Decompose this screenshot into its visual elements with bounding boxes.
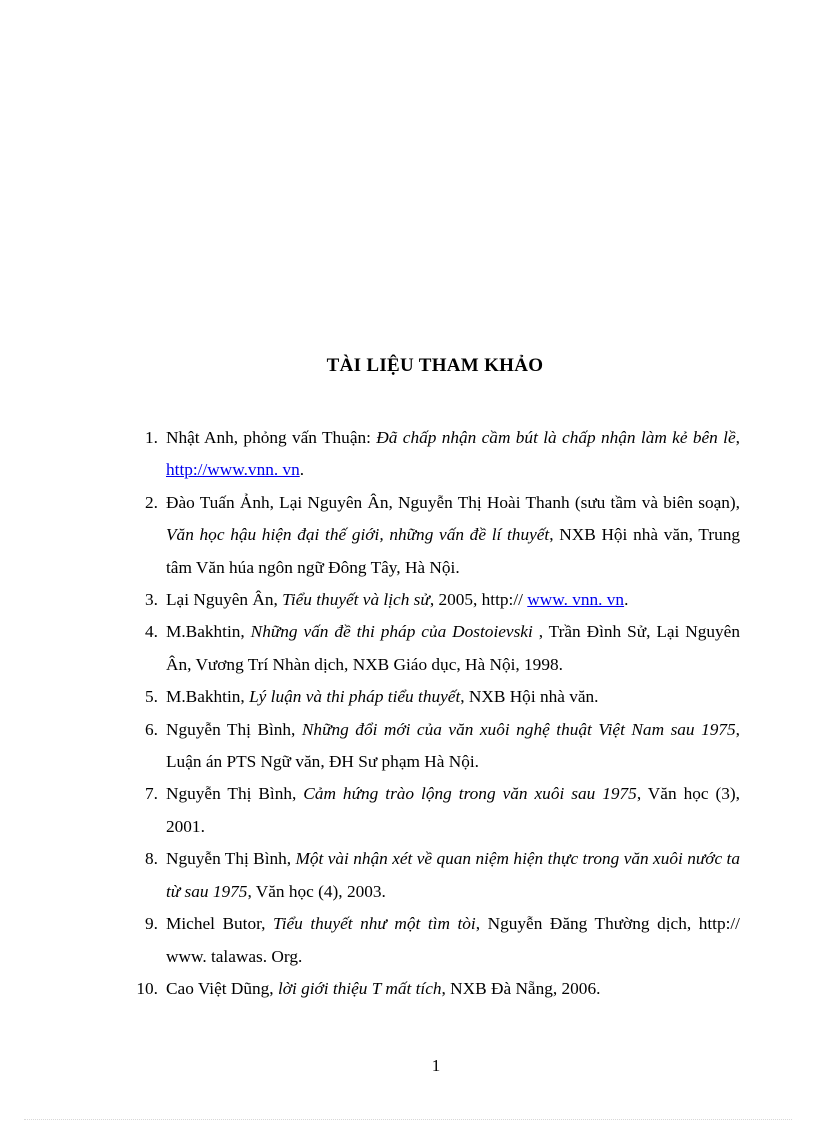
reference-work-title: Tiểu thuyết và lịch sử [282, 590, 430, 610]
reference-text: , NXB Hội nhà văn. [460, 687, 599, 707]
page-title: TÀI LIỆU THAM KHẢO [326, 355, 544, 376]
reference-work-title: Văn học hậu hiện đại thế giới, những vấn đề lí thuyết [166, 525, 550, 545]
reference-authors: Nguyễn Thị Bình, [166, 719, 302, 739]
page-bottom-rule [24, 1119, 792, 1120]
reference-item-6 [130, 714, 740, 779]
reference-item-9 [130, 908, 740, 973]
reference-work-title: Lý luận và thi pháp tiểu thuyết [249, 687, 461, 707]
reference-item-7 [130, 778, 740, 843]
reference-number: 2. [145, 492, 158, 512]
reference-authors: Cao Việt Dũng, [166, 978, 278, 998]
reference-text: . [624, 590, 629, 610]
reference-text: , Trần Đình Sử, Lại Nguyên Ân, Vương Trí Nhàn dịch, NXB Giáo dục, Hà Nội, 1998. [166, 622, 740, 674]
reference-text: , NXB Đà Nẵng, 2006. [441, 978, 601, 998]
reference-text: , Nguyễn Đăng Thường dịch, http:// www. talawas. Org. [166, 914, 740, 966]
reference-text: , Văn học (3), 2001. [166, 784, 740, 836]
reference-item-4 [130, 616, 740, 681]
reference-number: 4. [145, 622, 158, 642]
reference-authors: Lại Nguyên Ân, [166, 590, 283, 610]
reference-item-1 [130, 422, 740, 487]
reference-text: , Văn học (4), 2003. [247, 881, 386, 901]
reference-authors: M.Bakhtin, [166, 622, 251, 642]
reference-work-title: Đã chấp nhận cầm bút là chấp nhận làm kẻ bên lề [376, 428, 736, 447]
reference-authors: Michel Butor, [166, 914, 274, 934]
reference-text: , [735, 428, 740, 447]
reference-number: 7. [145, 784, 158, 804]
reference-number: 1. [145, 428, 158, 447]
reference-number: 10. [136, 978, 158, 998]
reference-work-title: lời giới thiệu T mất tích [277, 978, 442, 998]
reference-authors: Nguyễn Thị Bình, [166, 849, 296, 869]
reference-number: 6. [145, 719, 158, 739]
reference-number: 3. [145, 590, 158, 610]
reference-number: 5. [145, 687, 158, 707]
reference-list [130, 422, 740, 1005]
reference-work-title: Một vài nhận xét về quan niệm hiện thực trong văn xuôi nước ta từ sau 1975 [166, 849, 740, 901]
page-number: 1 [431, 1056, 441, 1075]
reference-item-3 [130, 584, 740, 616]
reference-item-2 [130, 487, 740, 584]
reference-work-title: Những đổi mới của văn xuôi nghệ thuật Việt Nam sau 1975 [301, 719, 736, 739]
reference-text: , Luận án PTS Ngữ văn, ĐH Sư phạm Hà Nội. [166, 719, 740, 772]
reference-number: 8. [145, 849, 158, 869]
reference-work-title: Cảm hứng trào lộng trong văn xuôi sau 1975 [303, 784, 637, 804]
reference-number: 9. [145, 914, 158, 934]
reference-authors: Nhật Anh, phỏng vấn Thuận: [166, 428, 377, 447]
reference-item-10 [130, 973, 740, 1005]
reference-authors: Nguyễn Thị Bình, [166, 784, 304, 804]
reference-text: , NXB Hội nhà văn, Trung tâm Văn húa ngôn ngữ Đông Tây, Hà Nội. [166, 525, 740, 577]
reference-item-5 [130, 681, 740, 713]
reference-authors: M.Bakhtin, [166, 687, 250, 707]
reference-work-title: Tiểu thuyết như một tìm tòi [273, 914, 476, 934]
reference-link[interactable]: www. vnn. vn [527, 590, 625, 610]
reference-text: . [299, 460, 305, 480]
reference-text: , 2005, http:// [429, 590, 528, 610]
reference-item-8 [130, 843, 740, 908]
reference-work-title: Những vấn đề thi pháp của Dostoievski [250, 622, 533, 642]
reference-authors: Đào Tuấn Ảnh, Lại Nguyên Ân, Nguyễn Thị Hoài Thanh (sưu tầm và biên soạn), [166, 492, 740, 512]
reference-link[interactable]: http://www.vnn. vn [166, 460, 300, 480]
